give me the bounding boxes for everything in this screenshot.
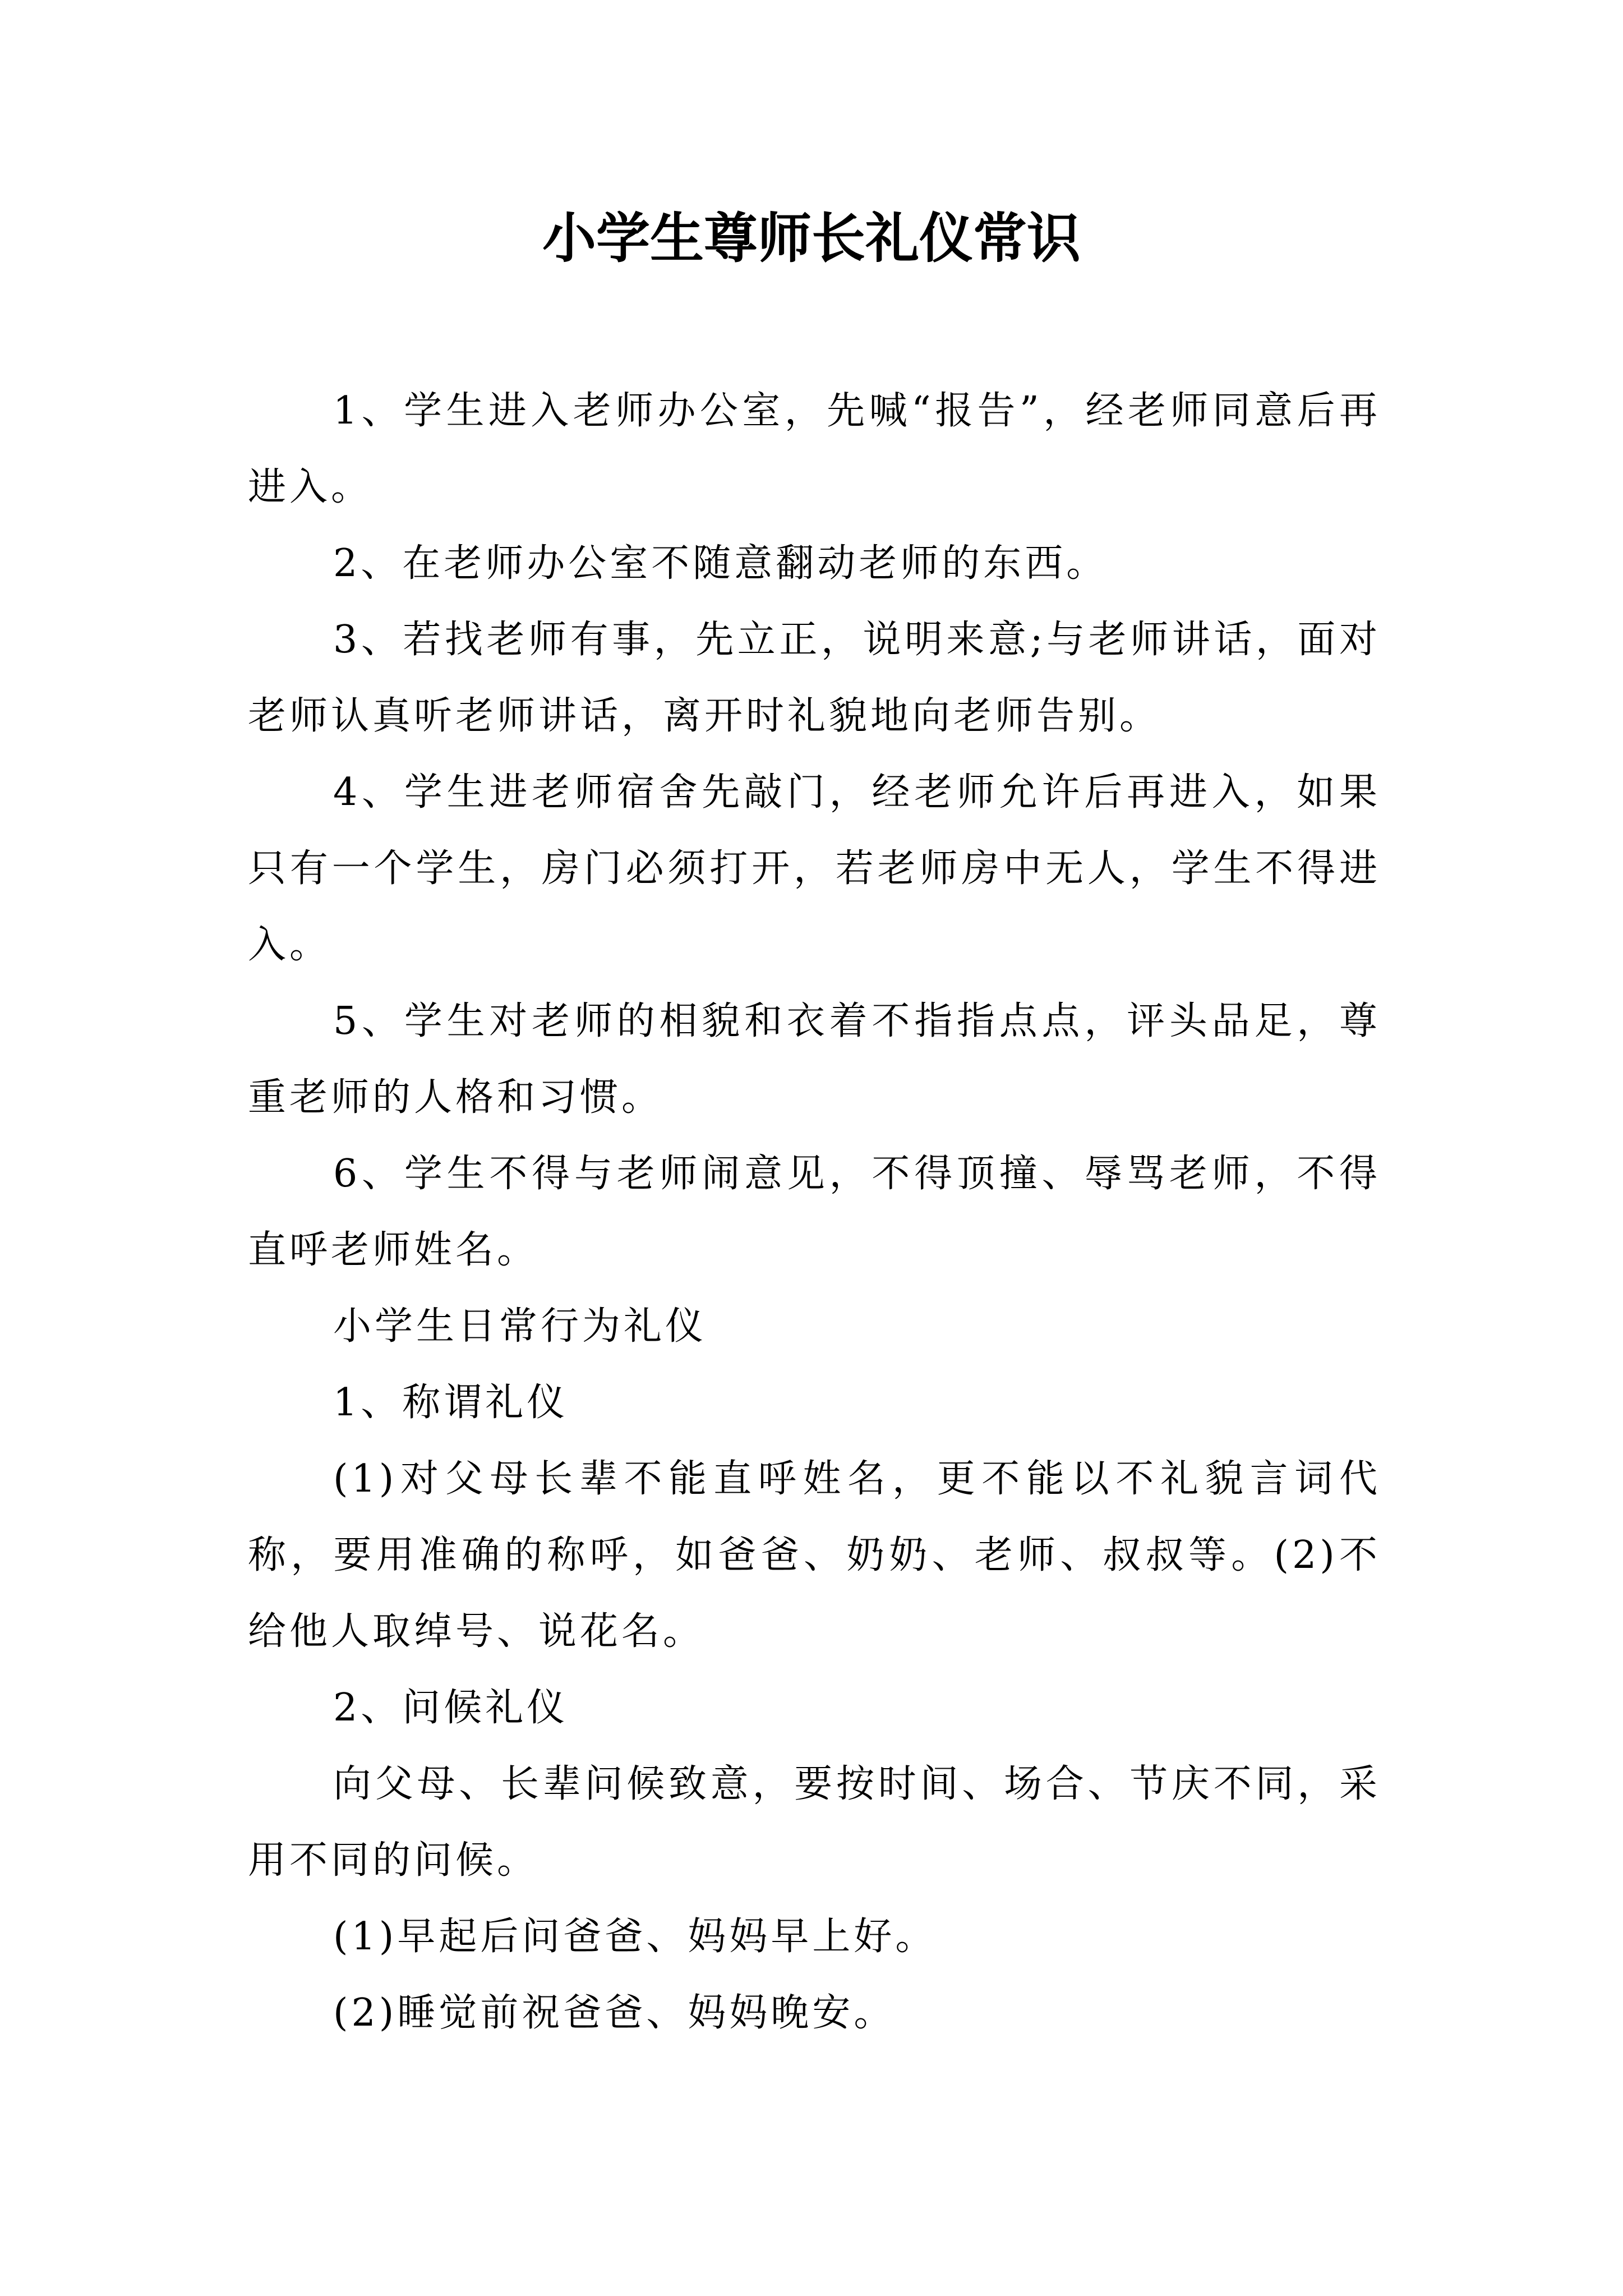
paragraph-7: (1)对父母长辈不能直呼姓名，更不能以不礼貌言词代称，要用准确的称呼，如爸爸、奶奶、老师、叔叔等。(2)不给他人取绰号、说花名。 (248, 1457, 1381, 1654)
paragraph-3: 3、若找老师有事，先立正，说明来意;与老师讲话，面对老师认真听老师讲话，离开时礼貌地向老师告别。 (248, 618, 1381, 738)
document-body (248, 373, 1381, 2051)
paragraph-8: 向父母、长辈问候致意，要按时间、场合、节庆不同，采用不同的问候。 (248, 1762, 1381, 1883)
section-heading: 小学生日常行为礼仪 (333, 1304, 707, 1349)
subheading-1: 1、称谓礼仪 (333, 1381, 569, 1425)
paragraph-4: 4、学生进老师宿舍先敲门，经老师允许后再进入，如果只有一个学生，房门必须打开，若老师房中无人，学生不得进入。 (248, 770, 1381, 967)
paragraph-2: 2、在老师办公室不随意翻动老师的东西。 (333, 541, 1108, 586)
paragraph-6: 6、学生不得与老师闹意见，不得顶撞、辱骂老师，不得直呼老师姓名。 (248, 1152, 1381, 1272)
paragraph-9: (1)早起后问爸爸、妈妈早上好。 (333, 1915, 937, 1959)
paragraph-10: (2)睡觉前祝爸爸、妈妈晚安。 (333, 1991, 896, 2035)
page-title: 小学生尊师长礼仪常识 (542, 207, 1081, 270)
paragraph-1: 1、学生进入老师办公室，先喊“报告”，经老师同意后再进入。 (248, 389, 1381, 509)
paragraph-5: 5、学生对老师的相貌和衣着不指指点点，评头品足，尊重老师的人格和习惯。 (248, 999, 1381, 1120)
subheading-2: 2、问候礼仪 (333, 1686, 569, 1730)
